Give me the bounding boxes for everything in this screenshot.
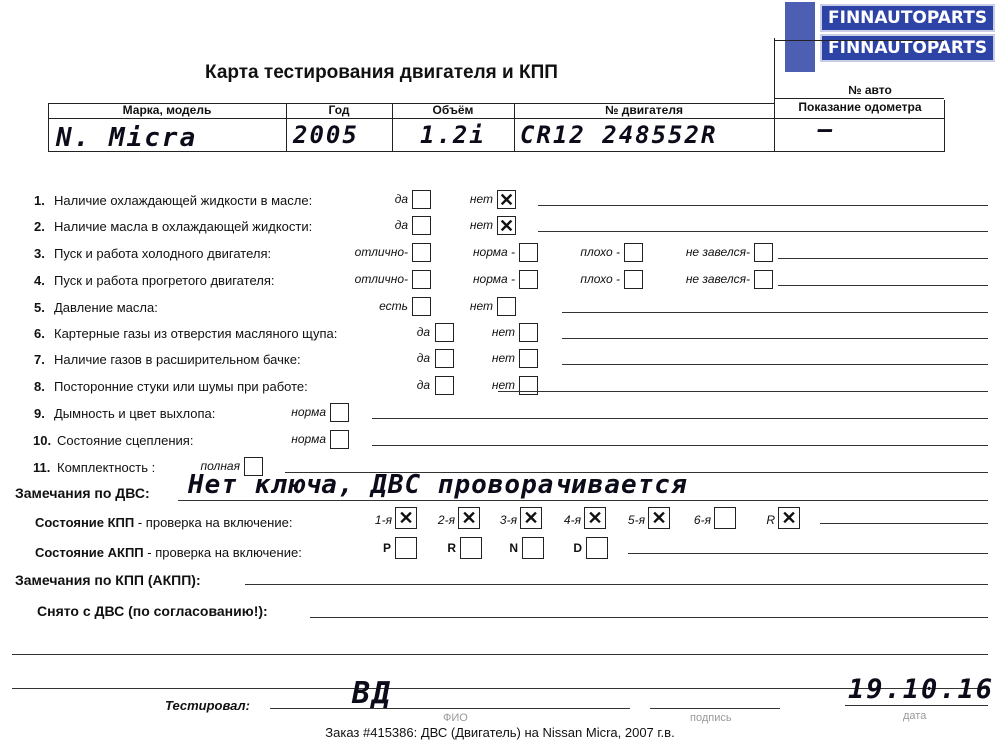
gear-label: 1-я bbox=[374, 513, 392, 527]
blank-line-2 bbox=[12, 688, 988, 689]
engine-no-value: CR12 248552R bbox=[520, 121, 718, 149]
gear-checkbox[interactable] bbox=[586, 537, 608, 559]
gear-checkbox[interactable]: ✕ bbox=[648, 507, 670, 529]
option-label: норма bbox=[291, 405, 326, 419]
tested-by-value: ВД bbox=[352, 676, 393, 711]
akpp-line bbox=[628, 553, 988, 554]
brand-logo-bottom: FINNAUTOPARTS bbox=[820, 34, 995, 62]
option-label: да bbox=[416, 351, 430, 365]
option-label: не завелся- bbox=[685, 245, 750, 259]
option-label: нет bbox=[491, 351, 515, 365]
blank-line-1 bbox=[12, 654, 988, 655]
kpp-line bbox=[820, 523, 988, 524]
option-checkbox[interactable] bbox=[412, 216, 431, 235]
option-label: отлично- bbox=[354, 245, 408, 259]
item-label: Картерные газы из отверстия масляного щупа: bbox=[54, 326, 338, 341]
item-note-line bbox=[562, 364, 988, 365]
gear-checkbox[interactable] bbox=[714, 507, 736, 529]
item-number: 9. bbox=[34, 406, 45, 421]
gear-label: 5-я bbox=[627, 513, 645, 527]
item-note-line bbox=[562, 338, 988, 339]
volume-value: 1.2i bbox=[420, 121, 486, 149]
removed-label: Снято с ДВС (по согласованию!): bbox=[37, 603, 268, 619]
page-title: Карта тестирования двигателя и КПП bbox=[205, 62, 558, 83]
option-checkbox[interactable] bbox=[435, 349, 454, 368]
gear-label: D bbox=[573, 541, 582, 555]
fio-line bbox=[270, 708, 630, 709]
item-label: Наличие охлаждающей жидкости в масле: bbox=[54, 193, 313, 208]
item-label: Наличие газов в расширительном бачке: bbox=[54, 352, 301, 367]
option-label: нет bbox=[491, 325, 515, 339]
option-checkbox[interactable]: ✕ bbox=[498, 215, 515, 236]
kpp-label-rest: - проверка на включение: bbox=[134, 515, 293, 530]
item-note-line bbox=[372, 418, 988, 419]
item-number: 7. bbox=[34, 352, 45, 367]
item-label: Пуск и работа прогретого двигателя: bbox=[54, 273, 275, 288]
option-label: норма bbox=[291, 432, 326, 446]
gear-checkbox[interactable] bbox=[522, 537, 544, 559]
item-number: 4. bbox=[34, 273, 45, 288]
option-checkbox[interactable] bbox=[412, 270, 431, 289]
option-label: нет bbox=[469, 192, 493, 206]
akpp-label-strong: Состояние АКПП bbox=[35, 545, 144, 560]
item-note-line bbox=[562, 312, 988, 313]
option-label: есть bbox=[379, 299, 408, 313]
option-checkbox[interactable] bbox=[519, 243, 538, 262]
gear-label: 4-я bbox=[563, 513, 581, 527]
gear-label: 2-я bbox=[437, 513, 455, 527]
gear-label: R bbox=[447, 541, 456, 555]
item-note-line bbox=[778, 285, 988, 286]
gear-label: R bbox=[766, 513, 775, 527]
item-label: Давление масла: bbox=[54, 300, 158, 315]
date-value: 19.10.16 bbox=[848, 674, 995, 705]
logo-backdrop bbox=[785, 2, 815, 72]
gear-label: N bbox=[509, 541, 518, 555]
option-checkbox[interactable] bbox=[754, 243, 773, 262]
option-label: да bbox=[416, 325, 430, 339]
item-number: 5. bbox=[34, 300, 45, 315]
col-header-volume: Объём bbox=[432, 103, 474, 117]
col-header-year: Год bbox=[328, 103, 350, 117]
engine-remarks-label: Замечания по ДВС: bbox=[15, 485, 150, 501]
option-checkbox[interactable] bbox=[624, 243, 643, 262]
akpp-label-rest: - проверка на включение: bbox=[143, 545, 302, 560]
col-header-engine-no: № двигателя bbox=[605, 103, 683, 117]
gear-label: 6-я bbox=[693, 513, 711, 527]
option-checkbox[interactable] bbox=[412, 243, 431, 262]
kpp-label-strong: Состояние КПП bbox=[35, 515, 135, 530]
gear-label: 3-я bbox=[499, 513, 517, 527]
year-value: 2005 bbox=[293, 121, 359, 149]
auto-no-label: № авто bbox=[848, 83, 892, 97]
item-note-line bbox=[498, 391, 988, 392]
option-label: нет bbox=[491, 378, 515, 392]
sign-caption: подпись bbox=[690, 712, 732, 724]
option-label: не завелся- bbox=[685, 272, 750, 286]
gear-checkbox[interactable] bbox=[460, 537, 482, 559]
item-note-line bbox=[538, 231, 988, 232]
item-label: Состояние сцепления: bbox=[57, 433, 194, 448]
item-label: Комплектность : bbox=[57, 460, 156, 475]
option-checkbox[interactable] bbox=[330, 430, 349, 449]
date-caption: дата bbox=[903, 710, 927, 722]
option-checkbox[interactable] bbox=[519, 270, 538, 289]
gear-checkbox[interactable] bbox=[395, 537, 417, 559]
option-checkbox[interactable] bbox=[435, 376, 454, 395]
item-number: 3. bbox=[34, 246, 45, 261]
option-checkbox[interactable]: ✕ bbox=[498, 189, 515, 210]
gear-checkbox[interactable]: ✕ bbox=[458, 507, 480, 529]
item-label: Пуск и работа холодного двигателя: bbox=[54, 246, 272, 261]
gear-checkbox[interactable]: ✕ bbox=[584, 507, 606, 529]
option-checkbox[interactable] bbox=[497, 297, 516, 316]
option-checkbox[interactable] bbox=[435, 323, 454, 342]
item-note-line bbox=[778, 258, 988, 259]
gear-checkbox[interactable]: ✕ bbox=[395, 507, 417, 529]
auto-box-top bbox=[774, 40, 944, 41]
item-label: Посторонние стуки или шумы при работе: bbox=[54, 379, 308, 394]
option-label: отлично- bbox=[354, 272, 408, 286]
option-label: плохо - bbox=[580, 245, 620, 259]
odometer-value: — bbox=[818, 115, 835, 143]
item-note-line bbox=[538, 205, 988, 206]
item-note-line bbox=[372, 445, 988, 446]
option-label: да bbox=[394, 192, 408, 206]
option-label: норма - bbox=[472, 245, 515, 259]
option-checkbox[interactable] bbox=[412, 190, 431, 209]
col-header-model: Марка, модель bbox=[122, 103, 212, 117]
item-number: 2. bbox=[34, 219, 45, 234]
kpp-label bbox=[35, 515, 292, 530]
option-label: плохо - bbox=[580, 272, 620, 286]
odometer-label: Показание одометра bbox=[798, 100, 922, 114]
kpp-remarks-label: Замечания по КПП (АКПП): bbox=[15, 572, 201, 588]
gear-checkbox[interactable]: ✕ bbox=[778, 507, 800, 529]
fio-caption: ФИО bbox=[443, 712, 468, 724]
akpp-label bbox=[35, 545, 302, 560]
option-checkbox[interactable] bbox=[624, 270, 643, 289]
removed-line bbox=[310, 617, 988, 618]
option-label: нет bbox=[469, 218, 493, 232]
auto-box-mid bbox=[774, 98, 944, 99]
kpp-remarks-line bbox=[245, 584, 988, 585]
engine-remarks-line bbox=[178, 500, 988, 501]
option-label: полная bbox=[200, 459, 240, 473]
option-checkbox[interactable] bbox=[519, 349, 538, 368]
item-number: 8. bbox=[34, 379, 45, 394]
option-checkbox[interactable] bbox=[519, 376, 538, 395]
item-number: 11. bbox=[33, 460, 51, 475]
option-label: норма - bbox=[472, 272, 515, 286]
order-caption: Заказ #415386: ДВС (Двигатель) на Nissan Micra, 2007 г.в. bbox=[325, 725, 675, 740]
option-checkbox[interactable] bbox=[412, 297, 431, 316]
brand-logo-top: FINNAUTOPARTS bbox=[820, 4, 995, 32]
option-label: нет bbox=[469, 299, 493, 313]
item-number: 1. bbox=[34, 193, 45, 208]
item-label: Наличие масла в охлаждающей жидкости: bbox=[54, 219, 313, 234]
option-checkbox[interactable] bbox=[330, 403, 349, 422]
item-label: Дымность и цвет выхлопа: bbox=[54, 406, 216, 421]
option-label: да bbox=[394, 218, 408, 232]
option-checkbox[interactable] bbox=[519, 323, 538, 342]
engine-remarks-value: Нет ключа, ДВС проворачивается bbox=[188, 470, 688, 500]
model-value: N. Micra bbox=[56, 123, 198, 153]
item-number: 10. bbox=[33, 433, 52, 448]
option-label: да bbox=[416, 378, 430, 392]
gear-label: P bbox=[382, 541, 391, 555]
tested-label: Тестировал: bbox=[165, 698, 250, 713]
sign-line bbox=[650, 708, 780, 709]
date-line bbox=[845, 705, 988, 706]
gear-checkbox[interactable]: ✕ bbox=[520, 507, 542, 529]
option-checkbox[interactable] bbox=[754, 270, 773, 289]
item-number: 6. bbox=[34, 326, 45, 341]
